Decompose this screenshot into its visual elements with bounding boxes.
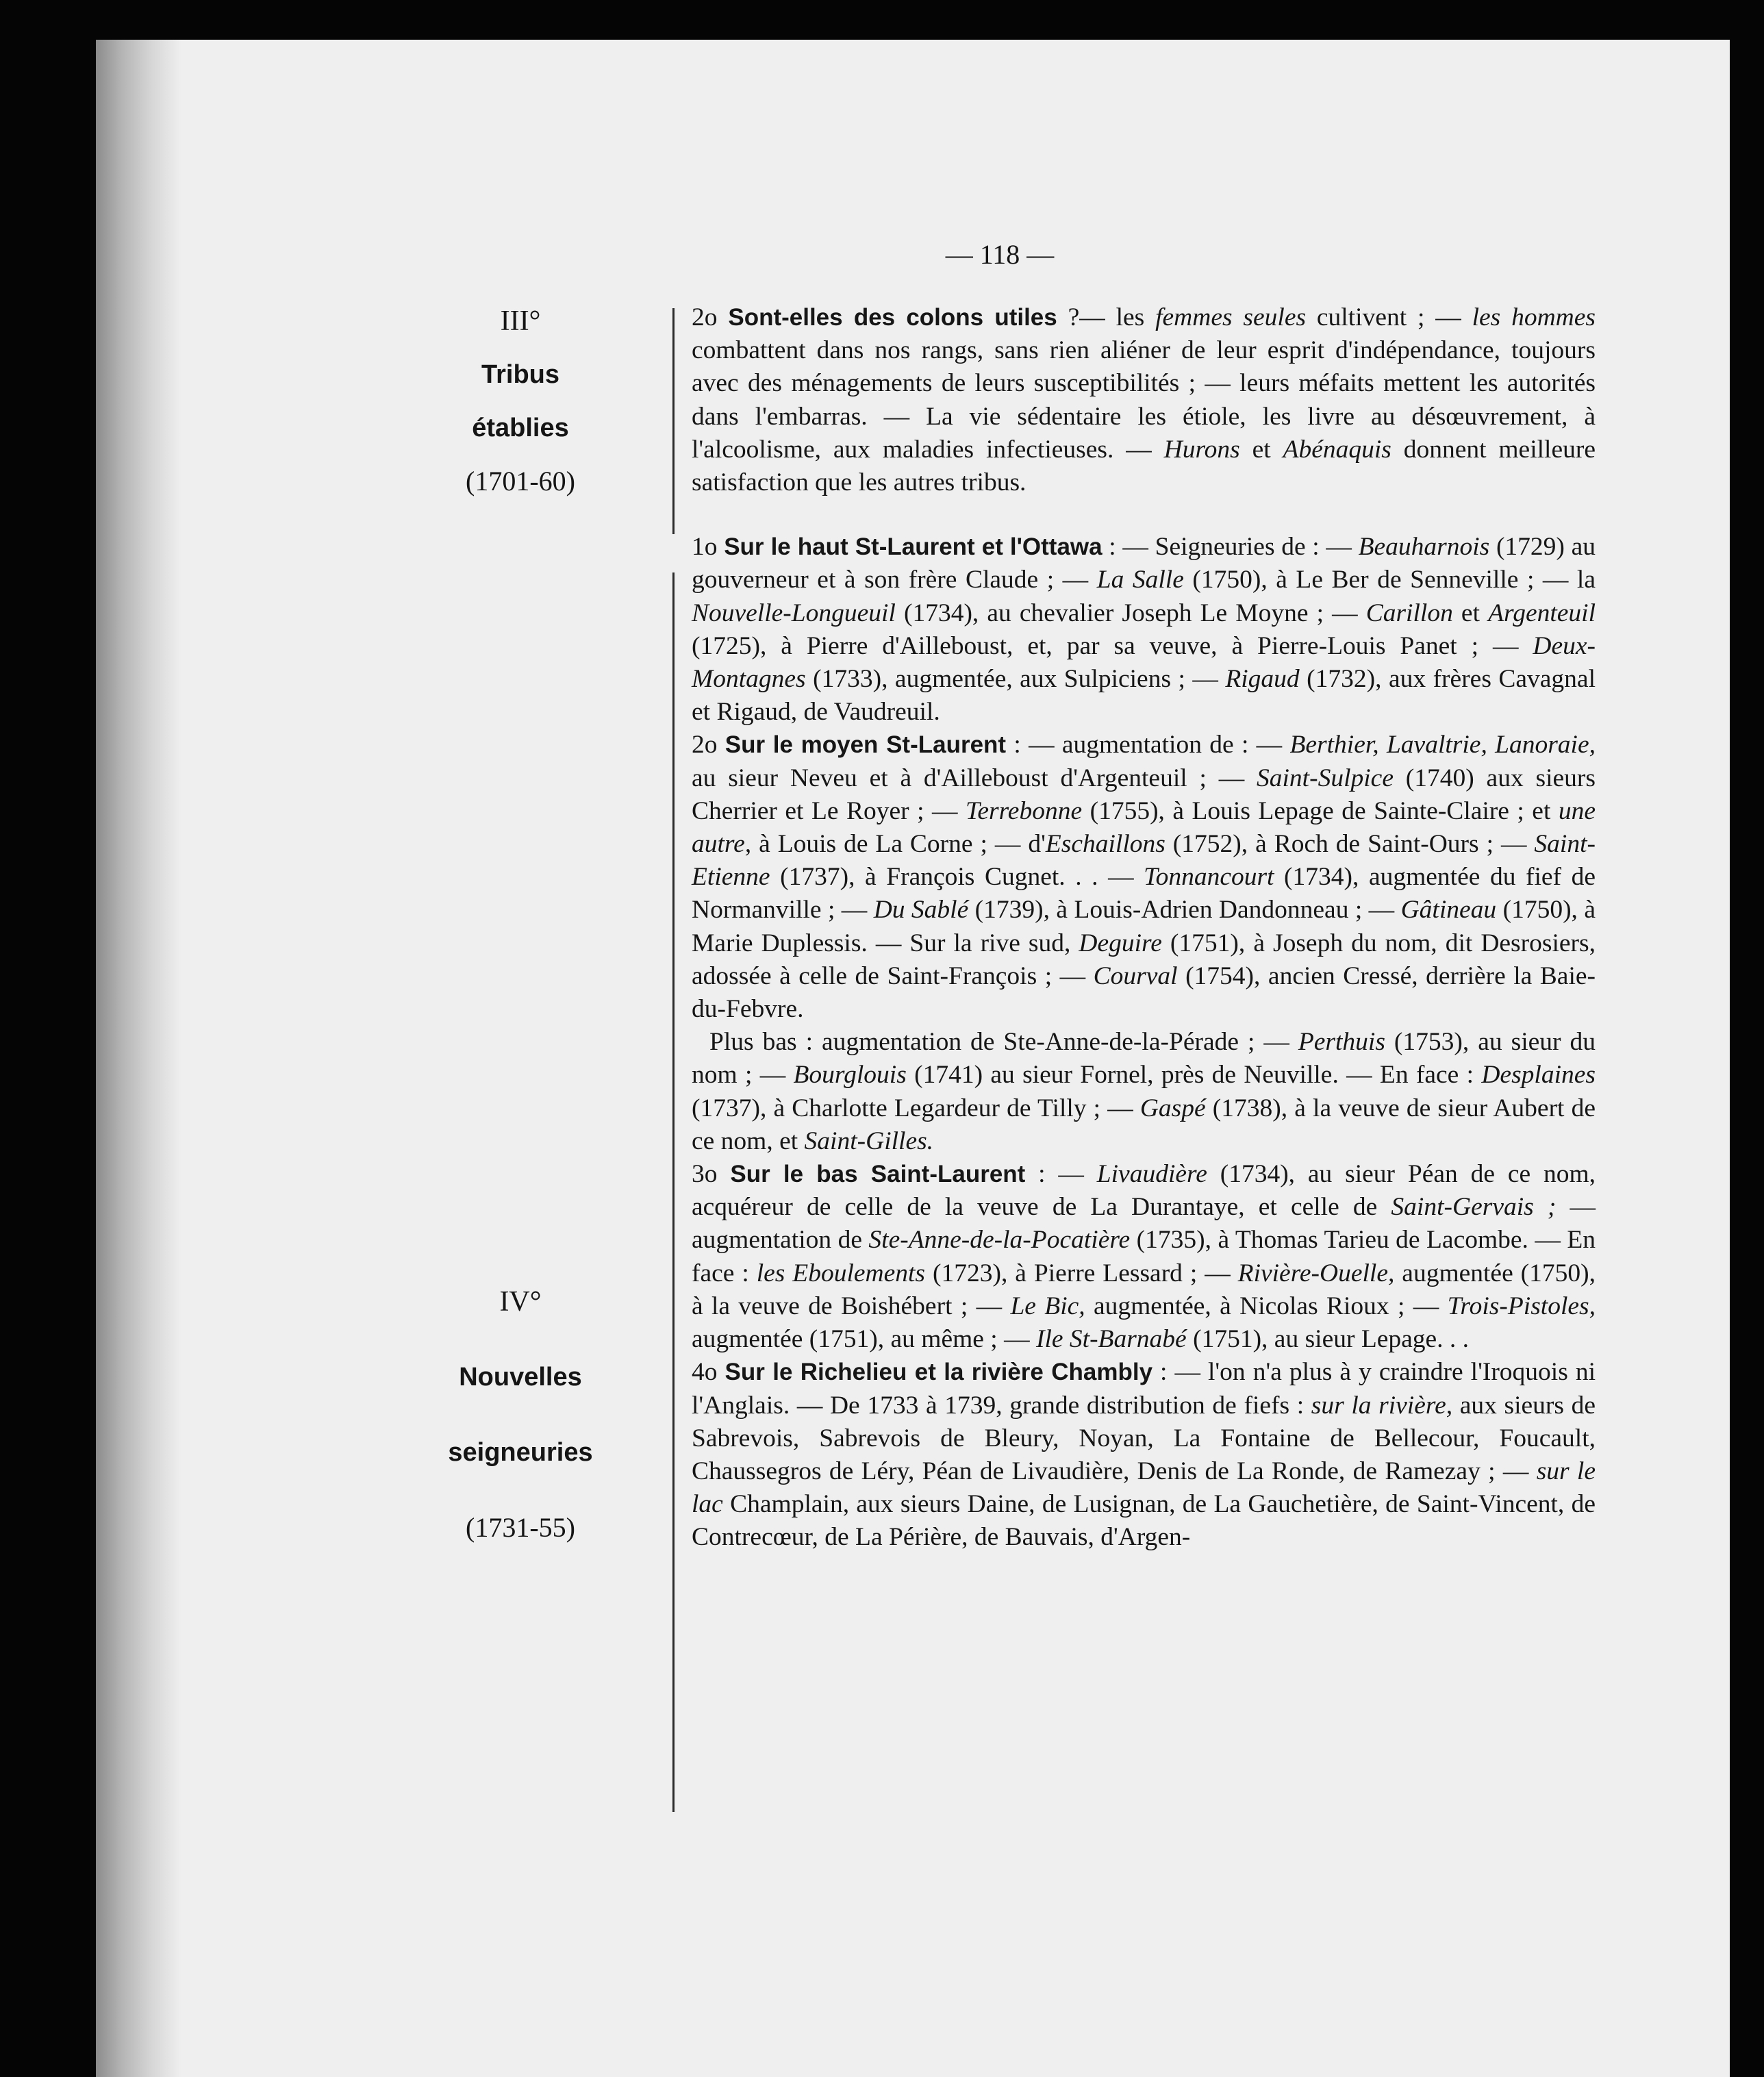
section-3-title-line1: Tribus bbox=[481, 360, 560, 389]
margin-note-section-4 bbox=[411, 1281, 630, 1549]
section-4-title-line2: seigneuries bbox=[448, 1438, 593, 1467]
paragraph-heading: Sur le haut St-Laurent et l'Ottawa bbox=[724, 533, 1102, 561]
margin-note-section-3 bbox=[411, 300, 630, 503]
paragraph-heading: Sur le moyen St-Laurent bbox=[724, 731, 1007, 759]
paragraph-upper-st-lawrence: 1o Sur le haut St-Laurent et l'Ottawa : — Seigneuries de : — Beauharnois (1729) au gouverneur et à son frère Claude ; — La Salle (1750), à Le Ber de Senneville ; — la Nouvelle-Longueuil (1734), au chevalier Joseph Le Moyne ; — Carillon et Argenteuil (1725), à Pierre d'Ailleboust, et, par sa veuve, à Pierre-Louis Panet ; — Deux-Montagnes (1733), augmentée, aux Sulpiciens ; — Rigaud (1732), aux frères Cavagnal et Rigaud, de Vaudreuil. bbox=[692, 533, 1596, 727]
section-4-dates: (1731-55) bbox=[466, 1512, 575, 1543]
page-number: — 118 — bbox=[945, 239, 1055, 270]
paragraph-heading: Sont-elles des colons utiles bbox=[728, 304, 1057, 331]
paragraph-lower-st-lawrence: 3o Sur le bas Saint-Laurent : — Livaudière (1734), au sieur Péan de ce nom, acquéreur de celle de la veuve de La Durantaye, et celle de Saint-Gervais ; — augmentation de Ste-Anne-de-la-Pocatière (1735), à Thomas Tarieu de Lacombe. — En face : les Eboulements (1723), à Pierre Lessard ; — Rivière-Ouelle, augmentée (1750), à la veuve de Boishébert ; — Le Bic, augmentée, à Nicolas Rioux ; — Trois-Pistoles, augmentée (1751), au même ; — Ile St-Barnabé (1751), au sieur Lepage. . . bbox=[692, 1160, 1596, 1354]
section-3-number: III° bbox=[500, 305, 541, 337]
section-4-bracket bbox=[672, 572, 675, 1812]
paragraph-lower-down: Plus bas : augmentation de Ste-Anne-de-la-Pérade ; — Perthuis (1753), au sieur du nom ; — Bourglouis (1741) au sieur Fornel, près de Neuville. — En face : Desplaines (1737), à Charlotte Legardeur de Tilly ; — Gaspé (1738), à la veuve de sieur Aubert de ce nom, et Saint-Gilles. bbox=[692, 1028, 1596, 1155]
right-page-edge bbox=[1730, 62, 1749, 2077]
section-4-number: IV° bbox=[499, 1286, 542, 1318]
section-3-title-line2: établies bbox=[472, 414, 569, 442]
paragraph-heading: Sur le Richelieu et la rivière Chambly bbox=[724, 1359, 1153, 1386]
paragraph-middle-st-lawrence: 2o Sur le moyen St-Laurent : — augmentation de : — Berthier, Lavaltrie, Lanoraie, au sieur Neveu et à d'Ailleboust d'Argenteuil ; — Saint-Sulpice (1740) aux sieurs Cherrier et Le Royer ; — Terrebonne (1755), à Louis Lepage de Sainte-Claire ; et une autre, à Louis de La Corne ; — d'Eschaillons (1752), à Roch de Saint-Ours ; — Saint-Etienne (1737), à François Cugnet. . . — Tonnancourt (1734), augmentée du fief de Normanville ; — Du Sablé (1739), à Louis-Adrien Dandonneau ; — Gâtineau (1750), à Marie Duplessis. — Sur la rive sud, Deguire (1751), à Joseph du nom, dit Desrosiers, adossée à celle de Saint-François ; — Courval (1754), ancien Cressé, derrière la Baie-du-Febvre. bbox=[692, 731, 1596, 1024]
page-binding-shadow bbox=[96, 40, 181, 2077]
paragraph-useful-colonists: 2o Sont-elles des colons utiles ?— les femmes seules cultivent ; — les hommes combattent dans nos rangs, sans rien aliéner de leur esprit d'indépendance, toujours avec des ménagements de leurs susceptibilités ; — leurs méfaits mettent les autorités dans l'embarras. — La vie sédentaire les étiole, les livre au désœuvrement, à l'alcoolisme, aux maladies infectieuses. — Hurons et Abénaquis donnent meilleure satisfaction que les autres tribus. bbox=[692, 303, 1596, 497]
paragraph-heading: Sur le bas Saint-Laurent bbox=[730, 1161, 1026, 1188]
paragraph-richelieu: 4o Sur le Richelieu et la rivière Chambly : — l'on n'a plus à y craindre l'Iroquois ni l'Anglais. — De 1733 à 1739, grande distribution de fiefs : sur la rivière, aux sieurs de Sabrevois, Sabrevois de Bleury, Noyan, La Fontaine de Bellecour, Foucault, Chaussegros de Léry, Péan de Livaudière, Denis de La Ronde, de Ramezay ; — sur le lac Champlain, aux sieurs Daine, de Lusignan, de La Gauchetière, de Saint-Vincent, de Contrecœur, de La Périère, de Bauvais, d'Argen- bbox=[692, 1358, 1596, 1552]
section-4-title-line1: Nouvelles bbox=[459, 1363, 582, 1392]
body-text bbox=[692, 301, 1596, 1554]
section-3-dates: (1701-60) bbox=[466, 466, 575, 496]
section-3-bracket bbox=[672, 308, 675, 534]
